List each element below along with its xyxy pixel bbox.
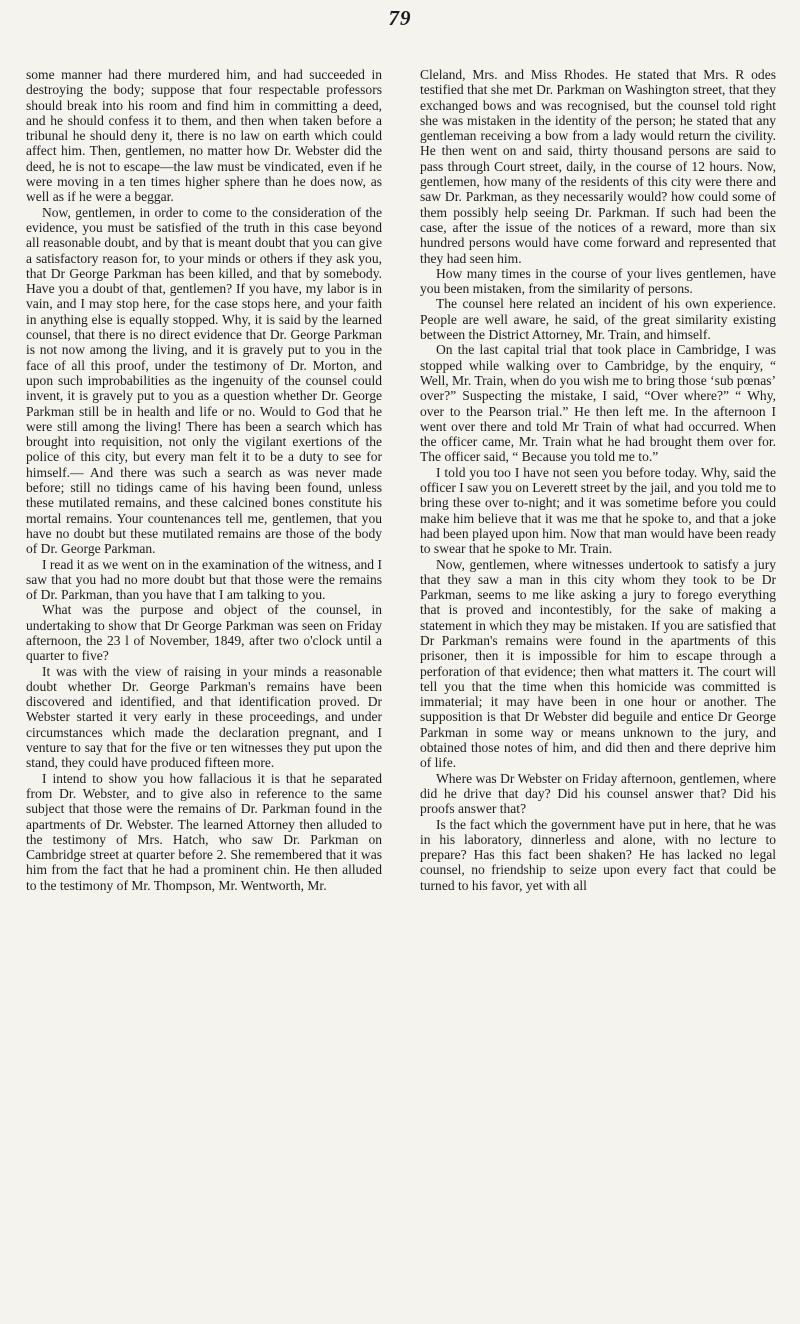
left-column [26,67,382,893]
paragraph: How many times in the course of your lives gentlemen, have you been mistaken, from the similarity of persons. [420,265,776,297]
paragraph: On the last capital trial that took place in Cambridge, I was stopped while walking over to Cambridge, by the enquiry, “ Well, Mr. Train, when do you wish me to bring those ‘sub pœnas’ over?” Suspecting the mistake, I said, “Over where?” “ Why, over to the Pearson trial.” He then left me. In the afternoon I went over there and told Mr Train of what had occurred. When the officer came, Mr. Train what he had brought them over for. The officer said, “ Because you told me to.” [420,342,777,465]
paragraph: Is the fact which the government have put in here, that he was in his laboratory, dinnerless and alone, with no lecture to prepare? Has this fact been shaken? He has lacked no legal counsel, no friendship to seize upon every fact that could be turned to his favor, yet with all [420,816,776,893]
paragraph: The counsel here related an incident of his own experience. People are well aware, he said, of the great similarity existing between the District Attorney, Mr. Train, and himself. [420,296,776,343]
paragraph: What was the purpose and object of the counsel, in undertaking to show that Dr George Parkman was seen on Friday afternoon, the 23 l of November, 1849, after two o'clock until a quarter to five? [26,602,382,664]
paragraph: Now, gentlemen, in order to come to the consideration of the evidence, you must be satisfied of the truth in this case beyond all reasonable doubt, and by that is meant doubt that you can give a satisfactory reason for, to your minds or others if they ask you, that Dr George Parkman has been killed, and that by somebody. Have you a doubt of that, gentlemen? If you have, my labor is in vain, and I may stop here, for the case stops here, and your faith in anything else is equally stopped. Why, it is said by the learned counsel, that there is no direct evidence that Dr. George Parkman is not now among the living, and it is gravely put to you in the face of all this proof, under the testimony of Dr. Morton, and upon such improbabilities as the ingenuity of the counsel could invent, it is gravely put to you as a question whether Dr. George Parkman still be in health and life or no. Would to God that he were still among the living! There has been a search which has brought into requisition, not only the vigilant exertions of the police of this city, but every man felt it to be a duty to see for himself.— And there was such a search as was never made before; still no tidings came of his having been found, unless these mutilated remains, and these calcined bones constitute his mortal remains. Your countenances tell me, gentlemen, that you have no doubt but these mutilated remains are those of the body of Dr. George Parkman. [26,204,382,557]
text-columns [26,67,776,893]
paragraph: It was with the view of raising in your minds a reasonable doubt whether Dr. George Parkman's remains have been discovered and identified, and that identification proved. Dr Webster started it very early in these proceedings, and under circumstances which made the declaration pregnant, and I venture to say that for the five or ten witnesses they put upon the stand, they could have produced fifteen more. [26,663,382,771]
paragraph: Now, gentlemen, where witnesses undertook to satisfy a jury that they saw a man in this city whom they took to be Dr Parkman, seems to me like asking a jury to forego everything that is proved and incontestibly, for the sake of making a statement in which they may be mistaken. If you are satisfied that Dr Parkman's remains were found in the apartments of this prisoner, then it is impossible for him to escape through a perforation of that evidence; then what matters it. The court will tell you that the time when this homicide was committed is immaterial; it may have been in one hour or another. The supposition is that Dr Webster did beguile and entice Dr George Parkman in some way or means unknown to the jury, and obtained those notes of him, and did then and there deprive him of life. [420,556,776,771]
page-number: 79 [388,6,412,30]
paragraph: I read it as we went on in the examination of the witness, and I saw that you had no more doubt but that those were the remains of Dr. Parkman, than you have that I am talking to you. [26,556,382,603]
paragraph: Cleland, Mrs. and Miss Rhodes. He stated that Mrs. R odes testified that she met Dr. Parkman on Washington street, that they exchanged bows and was recognised, but the counsel told right she was mistaken in the identity of the person; he stated that any gentleman receiving a bow from a lady would return the civility. He then went on and said, thirty thousand persons are said to pass through Court street, daily, in the course of 12 hours. Now, gentlemen, how many of the residents of this city were there and saw Dr. Parkman, as they necessarily would? how could some of them possibly help seeing Dr. Parkman. If such had been the case, after the issue of the notices of a reward, more than six hundred persons would have come forward and represented that they had seen him. [420,67,776,266]
paragraph: I intend to show you how fallacious it is that he separated from Dr. Webster, and to give also in reference to the same subject that those were the remains of Dr. Parkman found in the apartments of Dr. Webster. The learned Attorney then alluded to the testimony of Mrs. Hatch, who saw Dr. Parkman on Cambridge street at quarter before 2. She remembered that it was him from the fact that he had a prominent chin. He then alluded to the testimony of Mr. Thompson, Mr. Wentworth, Mr. [26,770,382,893]
right-column [420,67,776,893]
paragraph: I told you too I have not seen you before today. Why, said the officer I saw you on Leverett street by the jail, and you told me to bring these over to-night; and it was sometime before you could make him believe that it was me that he spoke to, and that a joke had been played upon him. Now that man would have been ready to swear that he spoke to Mr. Train. [420,464,777,557]
paragraph: Where was Dr Webster on Friday afternoon, gentlemen, where did he drive that day? Did his counsel answer that? Did his proofs answer that? [420,770,776,817]
paragraph: some manner had there murdered him, and had succeeded in destroying the body; suppose that four respectable professors should break into his room and find him in committing a deed, and he should confess it to them, and then when taken before a tribunal he should deny it, there is no law on earth which could affect him. Then, gentlemen, no matter how Dr. Webster did the deed, he is not to escape—the law must be vindicated, even if he were moving in a ten times higher sphere than he does now, as well as if he were a beggar. [26,67,382,205]
